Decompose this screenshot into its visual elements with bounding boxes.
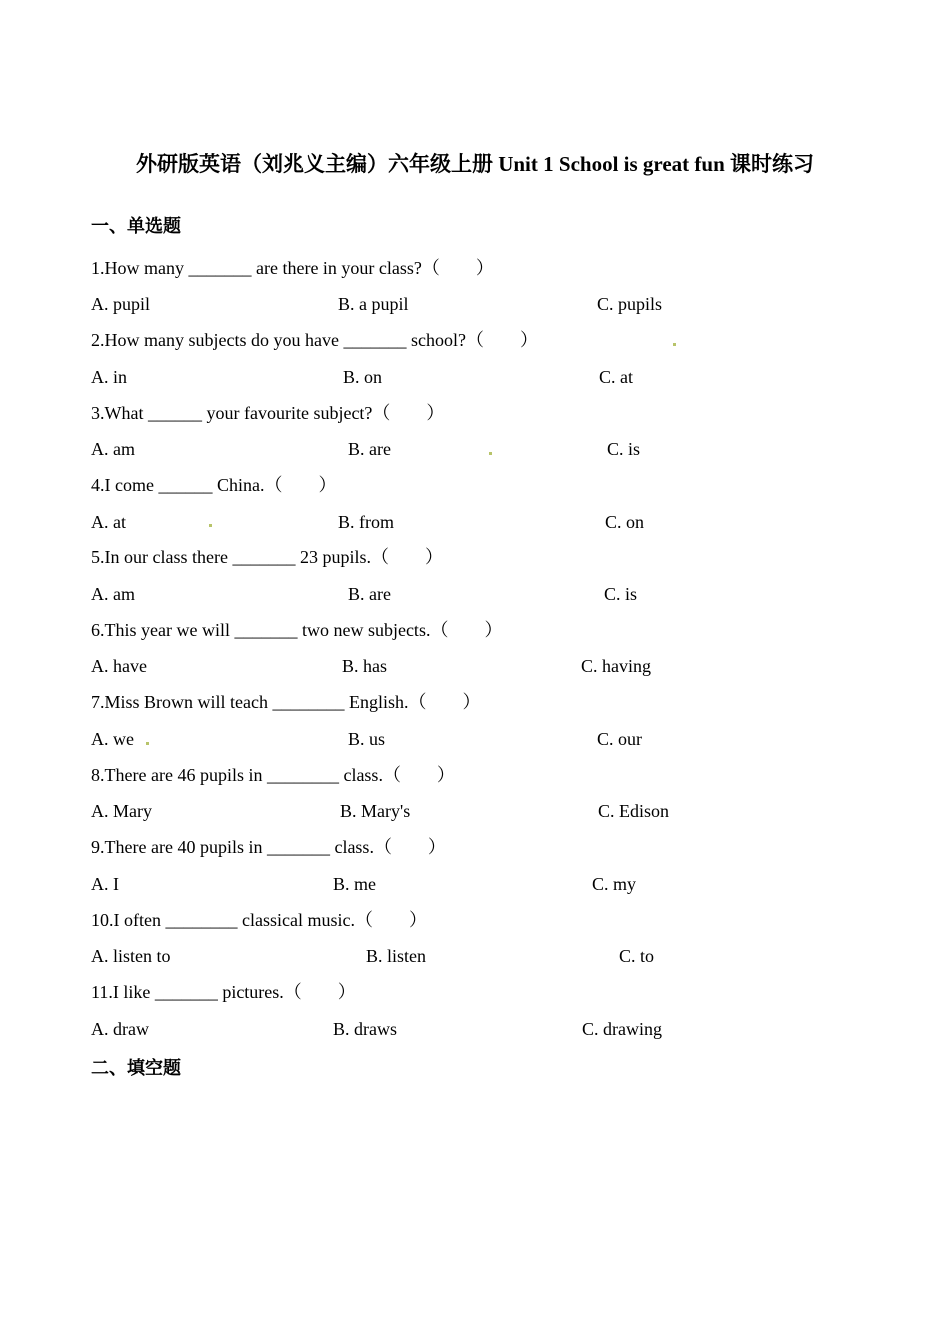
q3-option-b: B. are bbox=[348, 439, 391, 459]
q2-option-b: B. on bbox=[343, 367, 383, 387]
question-2: 2.How many subjects do you have _______ school?（ ） bbox=[91, 330, 538, 350]
question-3: 3.What ______ your favourite subject?（ ） bbox=[91, 403, 445, 423]
q7-option-a: A. we bbox=[91, 729, 134, 749]
q10-option-c: C. to bbox=[619, 946, 655, 966]
q1-option-a: A. pupil bbox=[91, 294, 151, 314]
question-11: 11.I like _______ pictures.（ ） bbox=[91, 982, 356, 1002]
q4-option-b: B. from bbox=[338, 512, 394, 532]
q2-option-a: A. in bbox=[91, 367, 127, 387]
q11-option-a: A. draw bbox=[91, 1019, 149, 1039]
q4-option-a: A. at bbox=[91, 512, 126, 532]
question-7: 7.Miss Brown will teach ________ English.（ ） bbox=[91, 692, 481, 712]
question-4: 4.I come ______ China.（ ） bbox=[91, 475, 337, 495]
q8-option-c: C. Edison bbox=[598, 801, 670, 821]
q3-option-c: C. is bbox=[607, 439, 641, 459]
q5-option-a: A. am bbox=[91, 584, 135, 604]
q8-option-a: A. Mary bbox=[91, 801, 152, 821]
q7-option-b: B. us bbox=[348, 729, 386, 749]
page-title: 外研版英语（刘兆义主编）六年级上册 Unit 1 School is great fun 课时练习 bbox=[135, 152, 815, 176]
question-1: 1.How many _______ are there in your class?（ ） bbox=[91, 258, 494, 278]
speck-mark bbox=[673, 343, 676, 346]
speck-mark bbox=[489, 452, 492, 455]
q5-option-c: C. is bbox=[604, 584, 638, 604]
question-6: 6.This year we will _______ two new subjects.（ ） bbox=[91, 620, 503, 640]
q11-option-b: B. draws bbox=[333, 1019, 397, 1039]
q4-option-c: C. on bbox=[605, 512, 645, 532]
q6-option-a: A. have bbox=[91, 656, 147, 676]
q10-option-a: A. listen to bbox=[91, 946, 171, 966]
q3-option-a: A. am bbox=[91, 439, 135, 459]
q1-option-b: B. a pupil bbox=[338, 294, 409, 314]
q7-option-c: C. our bbox=[597, 729, 642, 749]
q6-option-b: B. has bbox=[342, 656, 387, 676]
speck-mark bbox=[146, 742, 149, 745]
section-heading-multiple-choice: 一、单选题 bbox=[91, 216, 181, 236]
question-10: 10.I often ________ classical music.（ ） bbox=[91, 910, 427, 930]
speck-mark bbox=[209, 524, 212, 527]
q11-option-c: C. drawing bbox=[582, 1019, 662, 1039]
q6-option-c: C. having bbox=[581, 656, 651, 676]
q5-option-b: B. are bbox=[348, 584, 391, 604]
q1-option-c: C. pupils bbox=[597, 294, 663, 314]
q10-option-b: B. listen bbox=[366, 946, 427, 966]
q9-option-c: C. my bbox=[592, 874, 637, 894]
question-9: 9.There are 40 pupils in _______ class.（ ） bbox=[91, 837, 446, 857]
q9-option-a: A. I bbox=[91, 874, 119, 894]
section-heading-fill-in-blank: 二、填空题 bbox=[91, 1058, 181, 1078]
q8-option-b: B. Mary's bbox=[340, 801, 411, 821]
q2-option-c: C. at bbox=[599, 367, 633, 387]
question-5: 5.In our class there _______ 23 pupils.（ ） bbox=[91, 547, 443, 567]
q9-option-b: B. me bbox=[333, 874, 376, 894]
question-8: 8.There are 46 pupils in ________ class.（ ） bbox=[91, 765, 455, 785]
